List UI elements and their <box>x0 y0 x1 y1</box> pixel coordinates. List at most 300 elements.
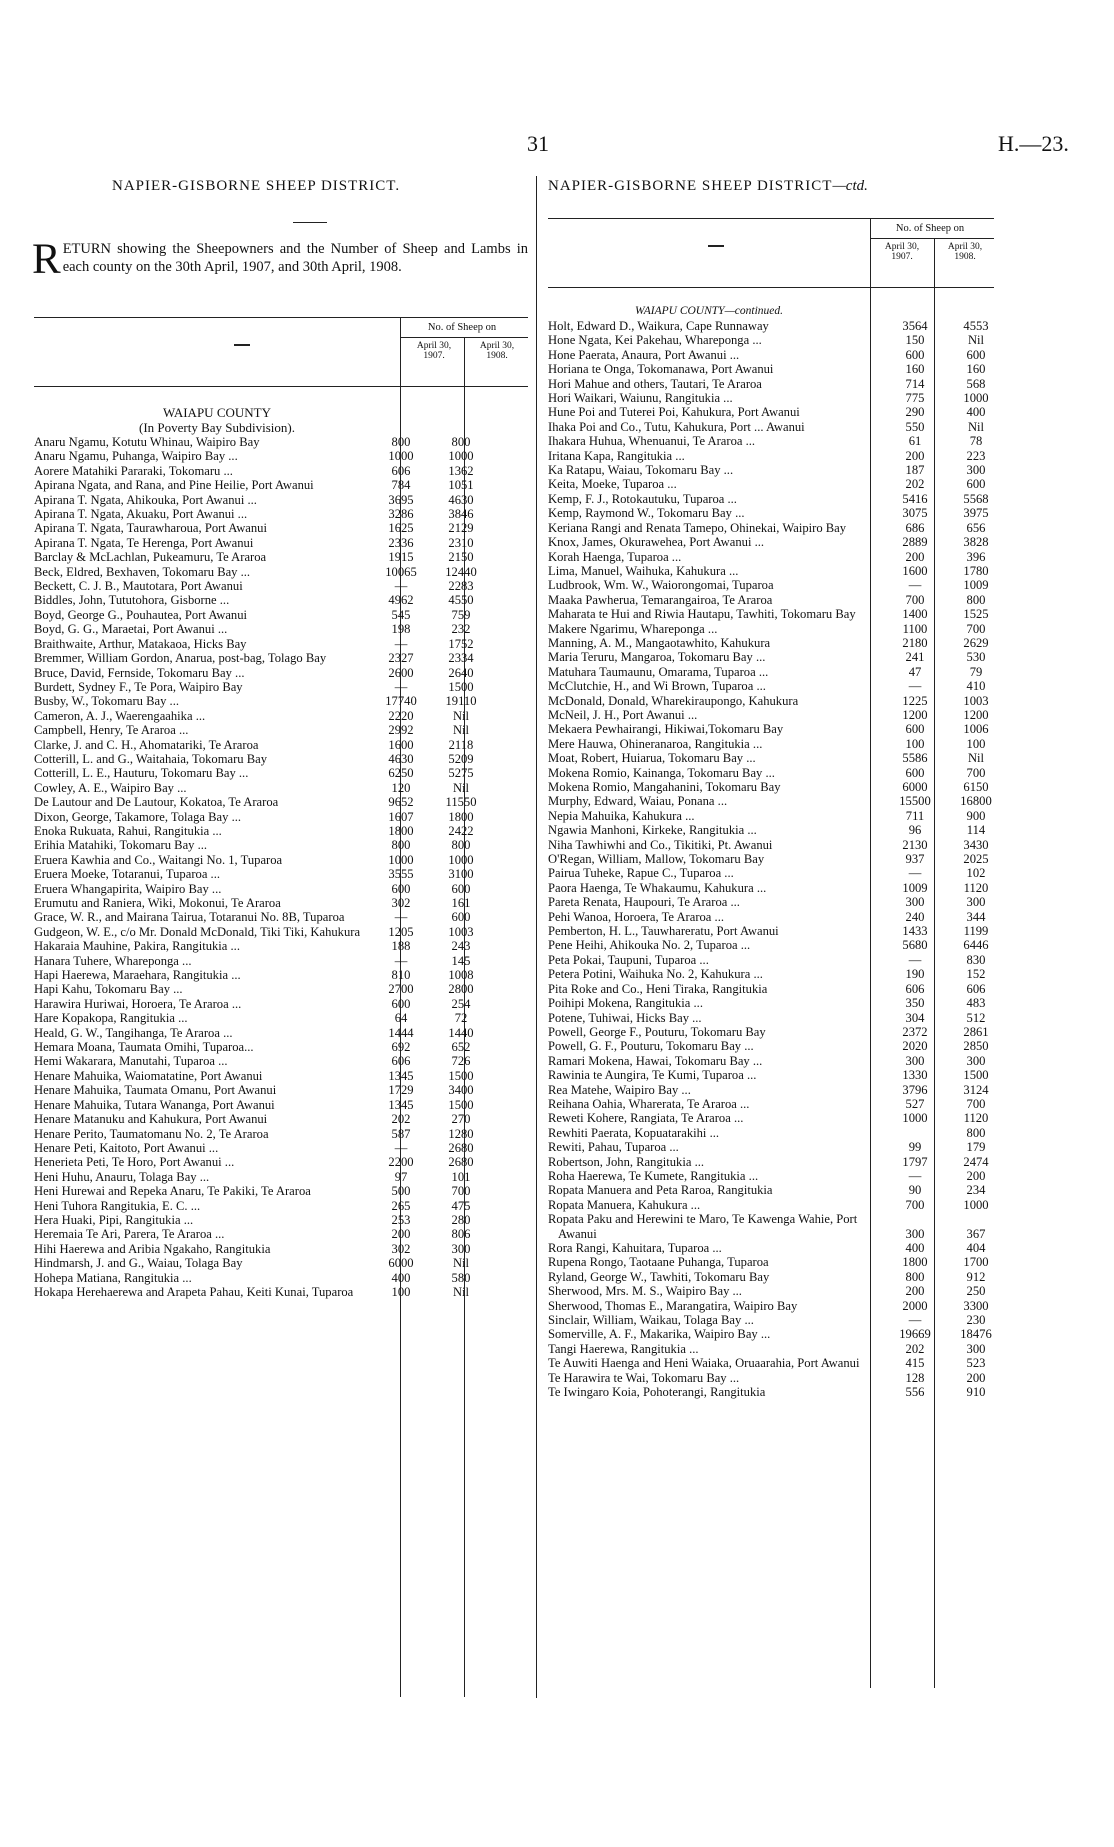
sheep-1908-value: 483 <box>966 996 986 1011</box>
left-table-header <box>34 317 528 387</box>
sheep-1908-value: 726 <box>451 1054 471 1069</box>
sheep-1907-value: 700 <box>905 592 925 607</box>
table-row <box>548 650 994 664</box>
table-row <box>548 694 994 708</box>
sheep-1908-value: 600 <box>966 347 986 362</box>
sheep-1907-value: 500 <box>391 1184 411 1199</box>
sheep-1907-value: 90 <box>908 1183 922 1198</box>
sheep-1907-value: — <box>394 579 408 594</box>
owner-entry: Te Iwingaro Koia, Pohoterangi, Rangitukia <box>548 1385 766 1400</box>
sheep-1907-value: 550 <box>905 419 925 434</box>
owner-entry: Apirana T. Ngata, Te Herenga, Port Awanui <box>34 535 254 550</box>
table-row <box>548 492 994 506</box>
sheep-1908-value: 2640 <box>448 665 474 680</box>
table-row <box>548 1054 994 1068</box>
table-row <box>34 795 528 809</box>
owner-entry: Henare Perito, Taumatomanu No. 2, Te Araroa <box>34 1126 269 1141</box>
owner-entry: Hone Paerata, Anaura, Port Awanui ... <box>548 347 740 362</box>
table-row <box>548 463 994 477</box>
sheep-1908-value: 3300 <box>963 1298 989 1313</box>
sheep-1908-value: 223 <box>966 448 986 463</box>
sheep-1908-value: 1000 <box>448 449 474 464</box>
sheep-1908-value: 1440 <box>448 1025 474 1040</box>
sheep-1908-value: 530 <box>966 650 986 665</box>
sheep-1907-value: — <box>908 866 922 881</box>
table-row <box>34 464 528 478</box>
table-row <box>548 535 994 549</box>
owner-entry: Hone Ngata, Kei Pakehau, Whareponga ... <box>548 333 762 348</box>
sheep-1907-value: 6000 <box>388 1256 414 1271</box>
sheep-1908-value: Nil <box>452 708 470 723</box>
sheep-1907-value: 202 <box>391 1112 411 1127</box>
sheep-1907-value: 96 <box>908 823 922 838</box>
table-row <box>548 1068 994 1082</box>
sheep-1907-value: 5586 <box>902 751 928 766</box>
sheep-1907-value: 290 <box>905 405 925 420</box>
table-row <box>548 1011 994 1025</box>
sheep-1907-value: 1000 <box>388 852 414 867</box>
sheep-1907-value: 6000 <box>902 780 928 794</box>
owner-entry: Ryland, George W., Tawhiti, Tokomaru Bay <box>548 1269 770 1284</box>
sheep-1907-value: 3286 <box>388 507 414 522</box>
sheep-1907-value: 2700 <box>388 982 414 997</box>
table-row <box>548 420 994 434</box>
owner-entry: Grace, W. R., and Mairana Tairua, Totaranui No. 8B, Tuparoa <box>34 910 345 925</box>
sheep-1907-value: — <box>394 953 408 968</box>
owner-entry: Ludbrook, Wm. W., Waiorongomai, Tuparoa <box>548 578 774 593</box>
sheep-1908-value: 2680 <box>448 1155 474 1170</box>
owner-entry: Niha Tawhiwhi and Co., Tikitiki, Pt. Awanui <box>548 837 773 852</box>
owner-entry: Pairua Tuheke, Rapue C., Tuparoa ... <box>548 866 734 881</box>
table-row <box>548 1140 994 1154</box>
sheep-1908-value: 2334 <box>448 651 474 666</box>
table-row <box>548 722 994 736</box>
table-row <box>34 925 528 939</box>
owner-entry: Apirana T. Ngata, Ahikouka, Port Awanui ... <box>34 492 257 507</box>
header-group-label: No. of Sheep on <box>895 223 965 234</box>
sheep-1908-value: 179 <box>966 1140 986 1155</box>
sheep-1908-value: 78 <box>969 434 983 449</box>
sheep-1908-value: 102 <box>966 866 986 881</box>
owner-entry: Potene, Tuhiwai, Hicks Bay ... <box>548 1010 702 1025</box>
sheep-1907-value: 1800 <box>902 1255 928 1270</box>
sheep-1908-value: 16800 <box>960 794 992 809</box>
sheep-1907-value: 2200 <box>388 1155 414 1170</box>
sheep-1907-value: 587 <box>391 1126 411 1141</box>
sheep-1908-value: 830 <box>966 952 986 967</box>
sheep-1908-value: 152 <box>966 967 986 982</box>
table-row <box>548 333 994 347</box>
owner-entry: Heald, G. W., Tangihanga, Te Araroa ... <box>34 1025 233 1040</box>
sheep-1908-value: 4553 <box>963 319 989 333</box>
sheep-1907-value: 1433 <box>902 924 928 939</box>
table-row <box>548 665 994 679</box>
sheep-1907-value: 600 <box>905 347 925 362</box>
sheep-1908-value: 160 <box>966 362 986 377</box>
right-heading-main: NAPIER-GISBORNE SHEEP DISTRICT <box>548 178 833 194</box>
owner-entry: Braithwaite, Arthur, Matakaoa, Hicks Bay <box>34 636 247 651</box>
sheep-1908-value: 3124 <box>963 1082 989 1097</box>
sheep-1907-value: 350 <box>905 996 925 1011</box>
sheep-1907-value: 9652 <box>388 795 414 810</box>
sheep-1907-value: 200 <box>905 448 925 463</box>
sheep-1908-value: 4630 <box>448 492 474 507</box>
sheep-1908-value: 100 <box>966 736 986 751</box>
owner-entry: Biddles, John, Tututohora, Gisborne ... <box>34 593 230 608</box>
sheep-1907-value: — <box>908 679 922 694</box>
table-row <box>548 823 994 837</box>
sheep-1908-value: 759 <box>451 607 471 622</box>
sheep-1908-value: 700 <box>966 1096 986 1111</box>
owner-entry: Clarke, J. and C. H., Ahomatariki, Te Araroa <box>34 737 259 752</box>
table-row <box>548 1111 994 1125</box>
owner-entry: Apirana T. Ngata, Akuaku, Port Awanui ... <box>34 507 248 522</box>
owner-entry: Tangi Haerewa, Rangitukia ... <box>548 1341 699 1356</box>
sheep-1908-value: 200 <box>966 1370 986 1385</box>
owner-entry: Moat, Robert, Huiarua, Tokomaru Bay ... <box>548 751 756 766</box>
table-row <box>34 1271 528 1285</box>
sheep-1908-value: 232 <box>451 622 471 637</box>
owner-entry: Hohepa Matiana, Rangitukia ... <box>34 1270 192 1285</box>
sheep-1907-value: — <box>394 679 408 694</box>
sheep-1907-value: 692 <box>391 1040 411 1055</box>
sheep-1908-value: 1008 <box>448 968 474 983</box>
table-row <box>34 478 528 492</box>
table-row <box>34 766 528 780</box>
table-row <box>34 493 528 507</box>
sheep-1908-value: 2422 <box>448 823 474 838</box>
table-row <box>548 737 994 751</box>
table-row <box>34 1141 528 1155</box>
sheep-1907-value: 4630 <box>388 751 414 766</box>
sheep-1907-value: 3796 <box>902 1082 928 1097</box>
sheep-1908-value: 910 <box>966 1385 986 1400</box>
header-dash <box>708 245 724 247</box>
owner-entry: Hokapa Herehaerewa and Arapeta Pahau, Keiti Kunai, Tuparoa <box>34 1284 354 1299</box>
sheep-1907-value: 2992 <box>388 723 414 738</box>
sheep-1908-value: 3975 <box>963 506 989 521</box>
sheep-1908-value: 367 <box>966 1226 986 1241</box>
table-row <box>548 924 994 938</box>
sheep-1907-value: 1915 <box>388 550 414 565</box>
owner-entry: Hori Mahue and others, Tautari, Te Araroa <box>548 376 762 391</box>
sheep-1907-value: 1345 <box>388 1068 414 1083</box>
sheep-1907-value: 800 <box>905 1269 925 1284</box>
page-reference: H.—23. <box>998 131 1069 156</box>
table-row <box>548 1097 994 1111</box>
sheep-1907-value: 606 <box>905 981 925 996</box>
sheep-1907-value: 3075 <box>902 506 928 521</box>
table-row <box>548 953 994 967</box>
owner-entry: Hune Poi and Tuterei Poi, Kahukura, Port Awanui <box>548 405 800 420</box>
sheep-1907-value: 1200 <box>902 707 928 722</box>
table-row <box>34 838 528 852</box>
owner-entry: Pareta Renata, Haupouri, Te Araroa ... <box>548 895 740 910</box>
header-col-1907: April 30, 1907. <box>416 341 452 361</box>
sheep-1907-value: 711 <box>905 808 925 823</box>
sheep-1907-value: 3555 <box>388 867 414 882</box>
sheep-1907-value: 1345 <box>388 1097 414 1112</box>
sheep-1907-value: 1400 <box>902 607 928 622</box>
table-row <box>548 477 994 491</box>
owner-entry: McNeil, J. H., Port Awanui ... <box>548 707 698 722</box>
table-row <box>34 666 528 680</box>
table-row <box>548 766 994 780</box>
sheep-1907-value: — <box>908 1313 922 1328</box>
table-row <box>34 1199 528 1213</box>
owner-entry: Knox, James, Okurawehea, Port Awanui ... <box>548 535 765 550</box>
sheep-1908-value: 2025 <box>963 852 989 867</box>
table-row <box>34 536 528 550</box>
owner-entry: Dixon, George, Takamore, Tolaga Bay ... <box>34 809 242 824</box>
sheep-1908-value: 200 <box>966 1168 986 1183</box>
owner-entry: Mekaera Pewhairangi, Hikiwai,Tokomaru Bay <box>548 722 784 737</box>
right-heading-suffix: —ctd. <box>832 178 868 194</box>
sheep-1908-value: 2850 <box>963 1039 989 1054</box>
sheep-1908-value: 161 <box>451 896 471 910</box>
owner-entry: Beckett, C. J. B., Mautotara, Port Awanui <box>34 579 243 594</box>
owner-entry: Lima, Manuel, Waihuka, Kahukura ... <box>548 563 739 578</box>
table-row <box>34 579 528 593</box>
owner-entry: Heni Hurewai and Repeka Anaru, Te Pakiki, Te Araroa <box>34 1184 311 1199</box>
owner-entry: Busby, W., Tokomaru Bay ... <box>34 694 179 709</box>
header-col-1908: April 30, 1908. <box>947 242 983 262</box>
sheep-1908-value: 1700 <box>963 1255 989 1270</box>
owner-entry: Mere Hauwa, Ohineranaroa, Rangitukia ... <box>548 736 763 751</box>
sheep-1908-value: 6150 <box>963 780 989 794</box>
sheep-1907-value: 3695 <box>388 492 414 507</box>
table-row <box>34 507 528 521</box>
sheep-1908-value: 600 <box>451 881 471 896</box>
sheep-1908-value: 3400 <box>448 1083 474 1098</box>
sheep-1908-value: Nil <box>967 751 985 766</box>
table-row <box>34 954 528 968</box>
header-col-1907: April 30, 1907. <box>884 242 920 262</box>
table-row <box>34 1227 528 1241</box>
table-row <box>34 622 528 636</box>
owner-entry: Hindmarsh, J. and G., Waiau, Tolaga Bay <box>34 1256 243 1271</box>
sheep-1907-value: 2130 <box>902 837 928 852</box>
section-subtitle: (In Poverty Bay Subdivision). <box>139 420 295 435</box>
owner-entry: Petera Potini, Waihuka No. 2, Kahukura ... <box>548 967 763 982</box>
table-row <box>34 1011 528 1025</box>
owner-entry: Roha Haerewa, Te Kumete, Rangitukia ... <box>548 1168 759 1183</box>
sheep-1908-value: 568 <box>966 376 986 391</box>
owner-entry: Boyd, G. G., Maraetai, Port Awanui ... <box>34 622 228 637</box>
table-row <box>34 910 528 924</box>
sheep-1908-value: 2118 <box>448 737 474 752</box>
sheep-1908-value: 606 <box>966 981 986 996</box>
sheep-1907-value: 686 <box>905 520 925 535</box>
table-row <box>548 564 994 578</box>
sheep-1907-value: 1797 <box>902 1154 928 1169</box>
table-row <box>548 794 994 808</box>
sheep-1908-value: 300 <box>966 1053 986 1068</box>
table-row <box>548 1039 994 1053</box>
sheep-1907-value: 202 <box>905 477 925 492</box>
table-row <box>548 1284 994 1298</box>
owner-entry: Mokena Romio, Kainanga, Tokomaru Bay ... <box>548 765 775 780</box>
owner-entry: Ropata Manuera, Kahukura ... <box>548 1197 701 1212</box>
table-row <box>548 434 994 448</box>
table-row <box>34 824 528 838</box>
table-row <box>34 738 528 752</box>
owner-entry: Maharata te Hui and Riwia Hautapu, Tawhiti, Tokomaru Bay <box>548 607 856 622</box>
table-row <box>548 1198 994 1212</box>
owner-entry: Hemara Moana, Taumata Omihi, Tuparoa... <box>34 1040 254 1055</box>
table-row <box>34 1170 528 1184</box>
sheep-1907-value: 187 <box>905 463 925 478</box>
owner-entry: Cotterill, L. E., Hauturu, Tokomaru Bay ... <box>34 766 249 781</box>
table-row <box>548 1385 994 1399</box>
table-row <box>548 751 994 765</box>
sheep-1908-value: 700 <box>451 1184 471 1199</box>
intro-paragraph <box>32 236 528 283</box>
owner-entry: Matuhara Taumaunu, Omarama, Tuparoa ... <box>548 664 769 679</box>
sheep-1907-value: 190 <box>905 967 925 982</box>
owner-entry: Boyd, George G., Pouhautea, Port Awanui <box>34 607 248 622</box>
table-row <box>34 651 528 665</box>
sheep-1907-value: 200 <box>391 1227 411 1242</box>
table-row <box>548 1155 994 1169</box>
sheep-1907-value: 100 <box>905 736 925 751</box>
table-row <box>548 593 994 607</box>
owner-entry: Keriana Rangi and Renata Tamepo, Ohinekai, Waipiro Bay <box>548 520 847 535</box>
table-row <box>548 1183 994 1197</box>
table-row <box>34 968 528 982</box>
sheep-1907-value: 600 <box>391 996 411 1011</box>
sheep-1908-value: 912 <box>966 1269 986 1284</box>
sheep-1908-value: 2629 <box>963 635 989 650</box>
owner-entry: Hanara Tuhere, Whareponga ... <box>34 953 192 968</box>
owner-entry: Anaru Ngamu, Puhanga, Waipiro Bay ... <box>34 449 238 464</box>
owner-entry: Beck, Eldred, Bexhaven, Tokomaru Bay ... <box>34 564 251 579</box>
sheep-1907-value: 241 <box>905 650 925 665</box>
sheep-1908-value: 230 <box>966 1313 986 1328</box>
sheep-1907-value: 10065 <box>385 564 417 579</box>
sheep-1908-value: 1362 <box>448 463 474 478</box>
table-row <box>34 781 528 795</box>
sheep-1908-value: Nil <box>967 419 985 434</box>
sheep-1907-value: 265 <box>391 1198 411 1213</box>
sheep-1908-value: 5209 <box>448 751 474 766</box>
owner-entry: Murphy, Edward, Waiau, Ponana ... <box>548 794 728 809</box>
sheep-1907-value: 2336 <box>388 535 414 550</box>
owner-entry: Hera Huaki, Pipi, Rangitukia ... <box>34 1212 194 1227</box>
column-divider <box>536 176 537 1698</box>
table-row <box>34 853 528 867</box>
sheep-1908-value: 1780 <box>963 563 989 578</box>
table-row <box>34 1040 528 1054</box>
header-sub-divider <box>464 337 465 386</box>
owner-entry: Rupena Rongo, Taotaane Puhanga, Tuparoa <box>548 1255 769 1270</box>
sheep-1908-value: 1500 <box>963 1068 989 1083</box>
owner-entry: Pene Heihi, Ahikouka No. 2, Tuparoa ... <box>548 938 751 953</box>
table-row <box>34 997 528 1011</box>
sheep-1907-value: 1100 <box>902 621 928 636</box>
sheep-1908-value: 2474 <box>963 1154 989 1169</box>
sheep-1908-value: 243 <box>451 939 471 954</box>
table-row <box>34 565 528 579</box>
table-row <box>548 521 994 535</box>
table-row <box>34 694 528 708</box>
sheep-1908-value: 270 <box>451 1112 471 1127</box>
sheep-1907-value: 2000 <box>902 1298 928 1313</box>
owner-entry: Ngawia Manhoni, Kirkeke, Rangitukia ... <box>548 823 757 838</box>
sheep-1907-value: 1607 <box>388 809 414 824</box>
owner-entry: Robertson, John, Rangitukia ... <box>548 1154 705 1169</box>
sheep-1907-value: 600 <box>391 881 411 896</box>
owner-entry: Iritana Kapa, Rangitukia ... <box>548 448 685 463</box>
table-row <box>34 867 528 881</box>
sheep-1908-value: 580 <box>451 1270 471 1285</box>
sheep-1907-value: 61 <box>908 434 922 449</box>
sheep-1907-value: 300 <box>905 1053 925 1068</box>
sheep-1908-value: 3828 <box>963 535 989 550</box>
owner-entry: O'Regan, William, Mallow, Tokomaru Bay <box>548 852 765 867</box>
left-column-heading: NAPIER-GISBORNE SHEEP DISTRICT. <box>112 178 401 194</box>
table-row <box>548 838 994 852</box>
sheep-1908-value: 475 <box>451 1198 471 1213</box>
sheep-1908-value: 2129 <box>448 521 474 536</box>
owner-entry: Campbell, Henry, Te Araroa ... <box>34 723 189 738</box>
owner-entry: Cameron, A. J., Waerengaahika ... <box>34 708 206 723</box>
owner-entry: Keita, Moeke, Tuparoa ... <box>548 477 677 492</box>
sheep-1908-value: 5275 <box>448 766 474 781</box>
table-row <box>548 1255 994 1269</box>
owner-entry: Gudgeon, W. E., c/o Mr. Donald McDonald, Tiki Tiki, Kahukura <box>34 924 361 939</box>
owner-entry: Pita Roke and Co., Heni Tiraka, Rangitukia <box>548 981 768 996</box>
section-title: WAIAPU COUNTY—continued. <box>634 305 784 317</box>
sheep-1907-value: 1625 <box>388 521 414 536</box>
table-row <box>548 622 994 636</box>
table-row <box>548 1212 994 1241</box>
table-row <box>34 1083 528 1097</box>
sheep-1907-value: 1000 <box>388 449 414 464</box>
sheep-1908-value: 3100 <box>448 867 474 882</box>
sheep-1907-value: — <box>394 910 408 925</box>
owner-entry: Paora Haenga, Te Whakaumu, Kahukura ... <box>548 880 767 895</box>
sheep-1908-value: 11550 <box>445 795 477 810</box>
sheep-1908-value: 2861 <box>963 1024 989 1039</box>
table-row <box>548 506 994 520</box>
sheep-1908-value: 1199 <box>963 924 989 939</box>
sheep-1907-value: 99 <box>908 1140 922 1155</box>
table-row <box>34 1155 528 1169</box>
sheep-1907-value: 97 <box>394 1169 408 1184</box>
owner-entry: Hori Waikari, Waiunu, Rangitukia ... <box>548 391 733 406</box>
sheep-1908-value: 410 <box>966 679 986 694</box>
owner-entry: Hapi Haerewa, Maraehara, Rangitukia ... <box>34 968 241 983</box>
sheep-1908-value: Nil <box>452 723 470 738</box>
owner-entry: Ropata Paku and Herewini te Maro, Te Kawenga Wahie, Port Awanui <box>548 1212 858 1241</box>
sheep-1907-value: 64 <box>394 1011 408 1026</box>
sheep-1907-value: 3564 <box>902 319 928 333</box>
table-row <box>34 680 528 694</box>
sheep-1907-value: 2220 <box>388 708 414 723</box>
table-row <box>34 1127 528 1141</box>
right-table-header <box>548 218 994 288</box>
table-row <box>34 1026 528 1040</box>
sheep-1907-value: — <box>394 1140 408 1155</box>
sheep-1908-value: 1006 <box>963 722 989 737</box>
sheep-1907-value: 100 <box>391 1284 411 1299</box>
table-row <box>34 1242 528 1256</box>
table-row <box>548 319 994 333</box>
table-row <box>548 809 994 823</box>
owner-entry: Pehi Wanoa, Horoera, Te Araroa ... <box>548 909 724 924</box>
table-row <box>548 967 994 981</box>
